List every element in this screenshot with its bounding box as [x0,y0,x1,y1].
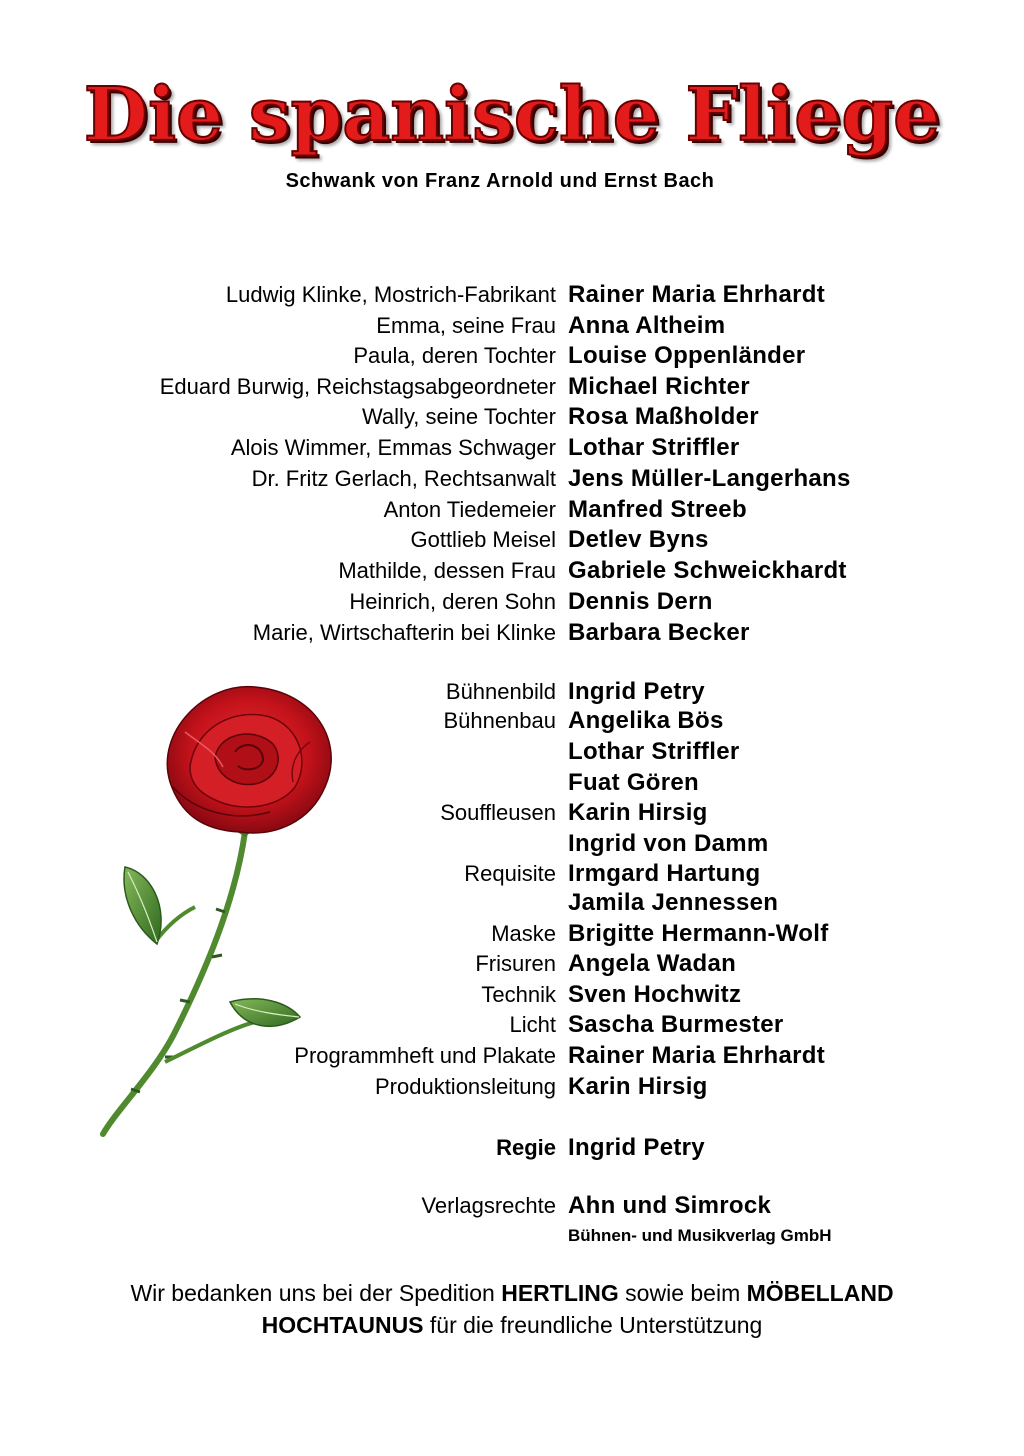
crew-person: Brigitte Hermann-Wolf [568,920,829,947]
crew-row [0,979,1024,1010]
thanks-company: HOCHTAUNUS [261,1312,424,1338]
cast-actor: Barbara Becker [568,619,750,646]
poster-subtitle: Schwank von Franz Arnold und Ernst Bach [285,170,715,192]
cast-row [0,401,1024,432]
cast-actor: Manfred Streeb [568,496,747,523]
cast-actor: Michael Richter [568,373,750,400]
cast-role: Ludwig Klinke, Mostrich-Fabrikant [225,282,556,307]
crew-row [0,797,1024,828]
cast-row [0,432,1024,463]
rights-row [0,1190,1024,1221]
cast-row [0,617,1024,648]
crew-role: Bühnenbau [443,708,556,733]
cast-role: Paula, deren Tochter [353,343,556,368]
thanks-line-1 [0,1278,1024,1309]
cast-role: Gottlieb Meisel [410,527,556,552]
cast-row [0,279,1024,310]
direction-role: Regie [496,1135,556,1160]
cast-row [0,371,1024,402]
thanks-text: sowie beim [618,1280,747,1306]
crew-row [0,858,1024,889]
cast-role: Eduard Burwig, Reichstagsabgeordneter [159,374,556,399]
cast-role: Alois Wimmer, Emmas Schwager [230,435,556,460]
crew-person: Jamila Jennessen [568,889,779,916]
crew-role: Souffleusen [440,800,556,825]
direction-person: Ingrid Petry [568,1134,705,1161]
crew-role: Licht [509,1012,556,1037]
cast-actor: Rosa Maßholder [568,403,759,430]
crew-person: Ingrid von Damm [568,830,769,857]
crew-row [0,1071,1024,1102]
crew-row [0,676,1024,707]
rights-role: Verlagsrechte [421,1193,556,1218]
cast-role: Anton Tiedemeier [383,497,556,522]
cast-role: Heinrich, deren Sohn [349,589,556,614]
crew-row [0,1040,1024,1071]
cast-row [0,555,1024,586]
rights-publisher: Ahn und Simrock [568,1192,772,1219]
cast-actor: Lothar Striffler [568,434,740,461]
crew-role: Produktionsleitung [374,1074,556,1099]
crew-person: Sven Hochwitz [568,981,742,1008]
crew-person: Rainer Maria Ehrhardt [568,1042,826,1069]
crew-person: Angelika Bös [568,707,724,734]
crew-person: Angela Wadan [568,950,737,977]
crew-person: Sascha Burmester [568,1011,784,1038]
thanks-text: für die freundliche Unterstützung [423,1312,763,1338]
crew-row [0,828,1024,859]
crew-person: Lothar Striffler [568,738,740,765]
cast-actor: Detlev Byns [568,526,709,553]
crew-role: Technik [481,982,556,1007]
crew-person: Ingrid Petry [568,678,705,705]
direction-row [0,1132,1024,1163]
cast-row [0,340,1024,371]
cast-row [0,586,1024,617]
cast-role: Wally, seine Tochter [361,404,556,429]
thanks-company: HERTLING [501,1280,619,1306]
thanks-line-2 [0,1310,1024,1341]
crew-person: Karin Hirsig [568,799,708,826]
thanks-company: MÖBELLAND [746,1280,894,1306]
cast-row [0,524,1024,555]
cast-actor: Jens Müller-Langerhans [568,465,851,492]
cast-role: Emma, seine Frau [376,313,556,338]
crew-row [0,767,1024,798]
cast-row [0,463,1024,494]
poster-title: Die spanische Fliege [83,72,941,158]
crew-role: Maske [491,921,556,946]
crew-row [0,887,1024,918]
crew-person: Irmgard Hartung [568,860,761,887]
crew-role: Bühnenbild [445,679,556,704]
cast-actor: Dennis Dern [568,588,713,615]
cast-actor: Anna Altheim [568,312,726,339]
cast-actor: Louise Oppenländer [568,342,806,369]
cast-row [0,310,1024,341]
crew-person: Fuat Gören [568,769,700,796]
cast-row [0,494,1024,525]
crew-row [0,1009,1024,1040]
cast-actor: Rainer Maria Ehrhardt [568,281,826,308]
crew-role: Programmheft und Plakate [294,1043,556,1068]
cast-actor: Gabriele Schweickhardt [568,557,847,584]
thanks-text: Wir bedanken uns bei der Spedition [130,1280,502,1306]
crew-row [0,948,1024,979]
rights-publisher-sub: Bühnen- und Musikverlag GmbH [568,1226,832,1245]
crew-row [0,705,1024,736]
crew-person: Karin Hirsig [568,1073,708,1100]
crew-role: Frisuren [475,951,556,976]
cast-role: Dr. Fritz Gerlach, Rechtsanwalt [251,466,556,491]
cast-role: Marie, Wirtschafterin bei Klinke [252,620,556,645]
crew-role: Requisite [464,861,556,886]
cast-role: Mathilde, dessen Frau [338,558,556,583]
crew-row [0,736,1024,767]
crew-row [0,918,1024,949]
